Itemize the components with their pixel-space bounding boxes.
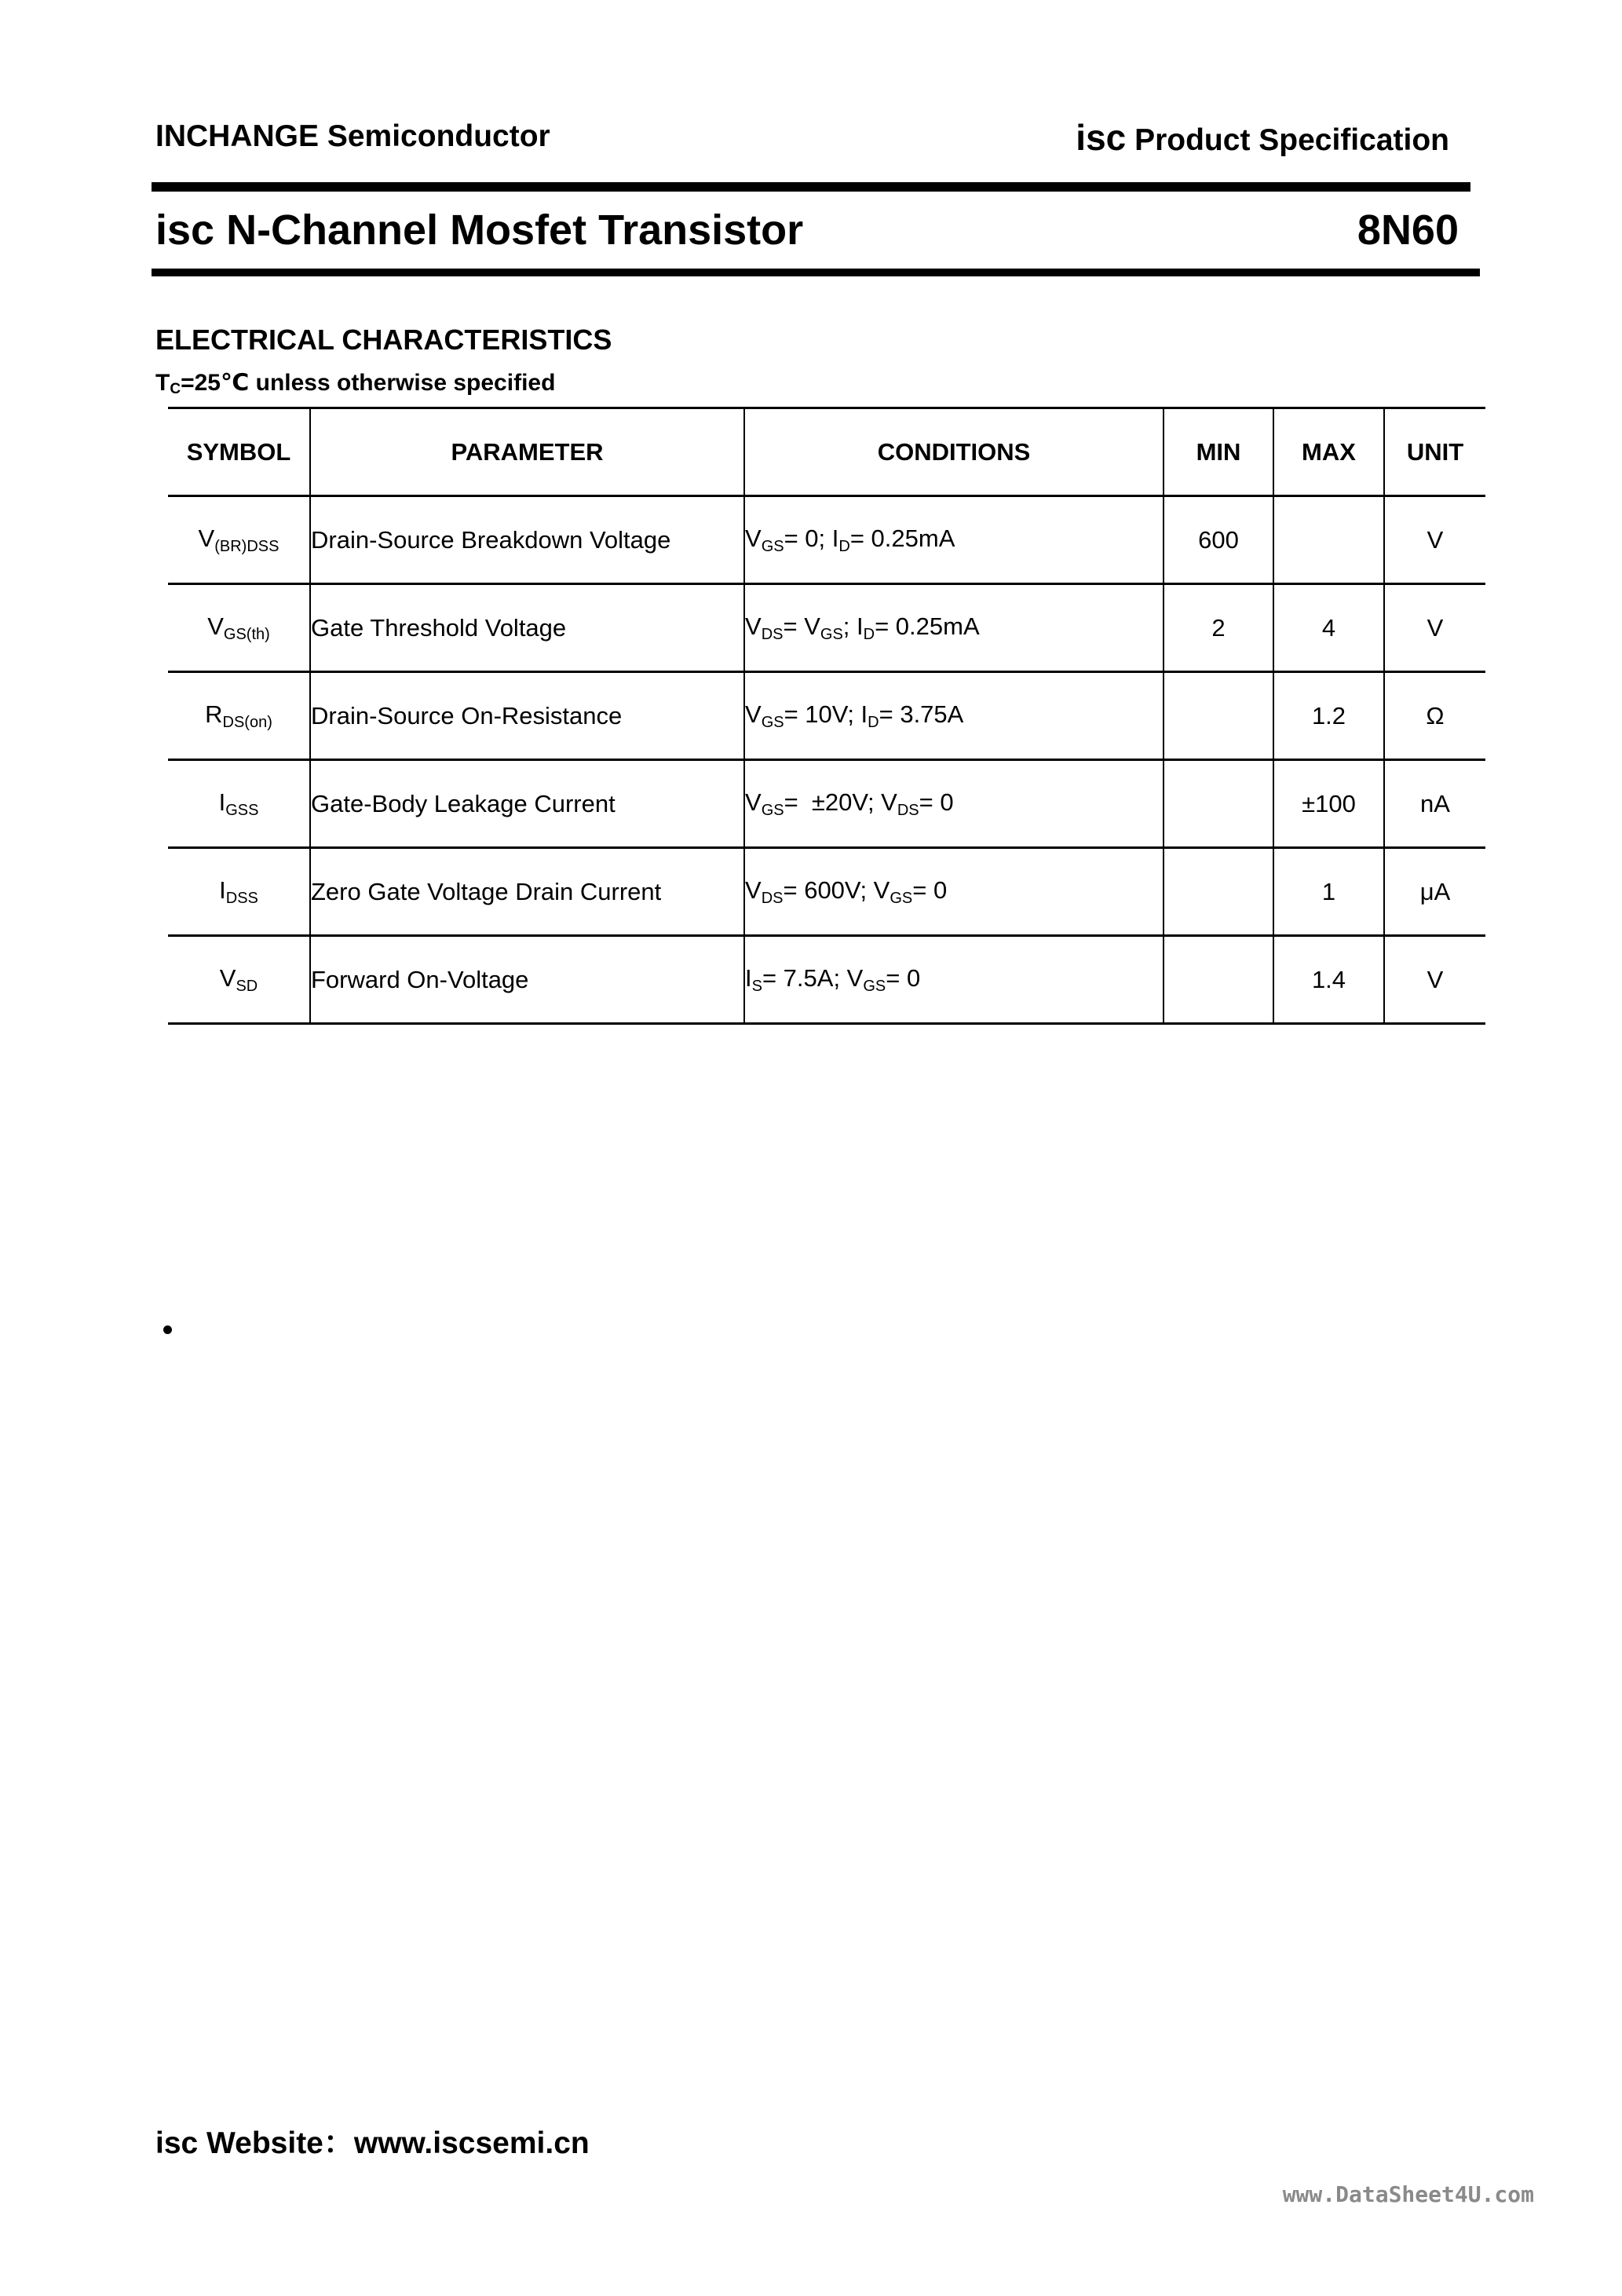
col-parameter-header: PARAMETER [310,408,744,496]
title-rule [152,269,1480,276]
symbol-subscript: DS(on) [222,713,272,731]
condition-subscript: D [868,713,879,731]
parameter-cell: Forward On-Voltage [310,936,744,1024]
symbol-letter: V [207,612,224,640]
symbol-subscript: DSS [225,889,258,907]
table-body [168,496,1485,1024]
conditions-cell [744,936,1164,1024]
condition-text: V [745,524,762,552]
condition-text: = 3.75A [879,700,964,728]
unit-cell: V [1384,936,1485,1024]
condition-subscript: D [838,537,850,555]
condition-subscript: S [751,977,762,995]
conditions-cell [744,496,1164,584]
document-title: isc N-Channel Mosfet Transistor [155,207,804,254]
table-row [168,760,1485,848]
spec-brand: isc [1076,117,1127,158]
section-heading: ELECTRICAL CHARACTERISTICS [155,324,612,356]
electrical-characteristics-table [168,407,1485,1025]
symbol-cell [168,848,310,936]
max-cell: 1.4 [1273,936,1384,1024]
header-rule [152,182,1470,192]
condition-text: I [745,963,752,992]
col-conditions-header: CONDITIONS [744,408,1164,496]
conditions-cell [744,584,1164,672]
max-cell: 1.2 [1273,672,1384,760]
max-cell: 1 [1273,848,1384,936]
spec-label [1076,116,1449,159]
symbol-cell [168,496,310,584]
condition-subscript: DS [761,625,784,643]
unit-cell: μA [1384,848,1485,936]
part-number: 8N60 [1357,207,1459,254]
symbol-cell [168,672,310,760]
unit-cell: V [1384,584,1485,672]
symbol-subscript: GSS [225,801,259,819]
col-min-header: MIN [1164,408,1273,496]
temperature-note [155,369,555,398]
unit-cell: Ω [1384,672,1485,760]
condition-text: V [745,612,762,640]
condition-subscript: GS [761,801,784,819]
condition-text: = ±20V; V [784,788,897,816]
conditions-cell [744,760,1164,848]
symbol-subscript: (BR)DSS [214,537,279,555]
condition-text: = 0.25mA [849,524,955,552]
min-cell: 2 [1164,584,1273,672]
min-cell [1164,848,1273,936]
unit-cell: nA [1384,760,1485,848]
max-cell: 4 [1273,584,1384,672]
table-row [168,496,1485,584]
company-name: INCHANGE Semiconductor [155,119,550,153]
symbol-cell [168,936,310,1024]
parameter-cell: Gate-Body Leakage Current [310,760,744,848]
min-cell [1164,760,1273,848]
condition-text: = 0 [919,788,954,816]
symbol-letter: V [219,963,236,992]
condition-subscript: GS [761,537,784,555]
parameter-cell: Gate Threshold Voltage [310,584,744,672]
spec-text: Product Specification [1134,123,1449,157]
condition-text: V [745,700,762,728]
min-cell [1164,936,1273,1024]
condition-subscript: GS [820,625,843,643]
condition-text: = 10V; I [784,700,868,728]
symbol-letter: I [218,788,226,816]
col-max-header: MAX [1273,408,1384,496]
col-symbol-header: SYMBOL [168,408,310,496]
condition-subscript: DS [897,801,919,819]
condition-text: V [745,876,762,904]
temp-prefix: T [155,370,170,396]
condition-text: = 0.25mA [875,612,980,640]
table-row [168,848,1485,936]
parameter-cell: Drain-Source Breakdown Voltage [310,496,744,584]
temp-rest: =25℃ unless otherwise specified [181,370,556,396]
min-cell: 600 [1164,496,1273,584]
condition-subscript: GS [761,713,784,731]
table-header-row [168,408,1485,496]
condition-text: = V [783,612,820,640]
condition-text: = 0; I [784,524,839,552]
table-row [168,672,1485,760]
watermark: www.DataSheet4U.com [1282,2181,1534,2207]
unit-cell: V [1384,496,1485,584]
max-cell: ±100 [1273,760,1384,848]
condition-subscript: D [863,625,875,643]
table-row [168,584,1485,672]
condition-text: V [745,788,762,816]
condition-subscript: GS [890,889,913,907]
col-unit-header: UNIT [1384,408,1485,496]
condition-subscript: DS [761,889,784,907]
table-row [168,936,1485,1024]
max-cell [1273,496,1384,584]
symbol-subscript: SD [236,977,258,995]
symbol-cell [168,760,310,848]
condition-text: = 0 [886,963,921,992]
condition-subscript: GS [863,977,886,995]
condition-text: = 0 [912,876,948,904]
min-cell [1164,672,1273,760]
conditions-cell [744,672,1164,760]
symbol-letter: I [219,876,226,904]
symbol-letter: R [205,700,223,728]
temp-sub: C [170,381,181,397]
condition-text: = 600V; V [783,876,890,904]
website-footer: isc Website：www.iscsemi.cn [155,2126,590,2160]
parameter-cell: Zero Gate Voltage Drain Current [310,848,744,936]
condition-text: ; I [842,612,864,640]
bullet-dot [163,1325,172,1334]
symbol-letter: V [198,524,215,552]
symbol-cell [168,584,310,672]
symbol-subscript: GS(th) [223,625,270,643]
condition-text: = 7.5A; V [762,963,864,992]
conditions-cell [744,848,1164,936]
parameter-cell: Drain-Source On-Resistance [310,672,744,760]
